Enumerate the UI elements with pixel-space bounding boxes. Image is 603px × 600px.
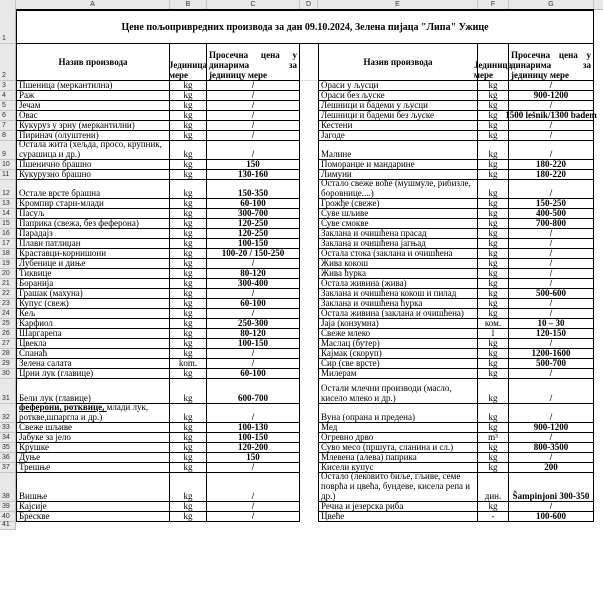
price-left[interactable]: / [207,91,300,101]
price-left[interactable]: 600-700 [207,379,300,404]
row-header-7[interactable]: 7 [0,121,16,131]
price-right[interactable]: / [509,101,594,111]
price-left[interactable]: 60-100 [207,369,300,379]
unit-right[interactable]: kg [478,453,509,463]
price-left[interactable]: 150 [207,160,300,170]
product-name-right[interactable]: Грожђе (свеже) [318,199,478,209]
product-name-left[interactable]: Пшенично брашно [16,160,170,170]
unit-left[interactable]: kg [170,121,207,131]
price-right[interactable]: / [509,81,594,91]
price-right[interactable]: / [509,131,594,141]
product-name-right[interactable]: Маслац (бутер) [318,339,478,349]
header-left-unit[interactable]: Јединица мере [170,44,207,81]
unit-right[interactable]: kg [478,239,509,249]
unit-right[interactable]: kg [478,101,509,111]
unit-right[interactable]: kg [478,160,509,170]
row-header-1[interactable]: 1 [0,9,16,44]
unit-right[interactable]: kg [478,249,509,259]
price-right[interactable]: / [509,279,594,289]
product-name-left[interactable]: Свеже шљиве [16,423,170,433]
product-name-left[interactable]: Кукуруз у зрну (меркантилни) [16,121,170,131]
price-left[interactable]: 80-120 [207,329,300,339]
product-name-right[interactable]: Жива кокош [318,259,478,269]
price-left[interactable]: 100-20 / 150-250 [207,249,300,259]
price-right[interactable]: / [509,309,594,319]
unit-left[interactable]: kg [170,141,207,160]
row-header-34[interactable]: 34 [0,433,16,443]
product-name-right[interactable]: Млевена (алева) паприка [318,453,478,463]
product-name-right[interactable]: Остала живина (заклана и очишћена) [318,309,478,319]
product-name-left[interactable]: Вишње [16,473,170,502]
price-left[interactable]: 60-100 [207,199,300,209]
price-right[interactable]: 900-1200 [509,91,594,101]
price-right[interactable]: / [509,453,594,463]
column-header-a[interactable]: A [16,0,170,9]
price-left[interactable]: / [207,131,300,141]
product-name-right[interactable]: Кестени [318,121,478,131]
column-header-d[interactable]: D [300,0,318,9]
sheet-title[interactable]: Цене пољопривредних производа за дан 09.10.2024, Зелена пијаца "Липа" Ужице [16,9,594,44]
row-header-22[interactable]: 22 [0,289,16,299]
column-header-b[interactable]: B [170,0,207,9]
product-name-left[interactable]: Кукурузно брашно [16,170,170,180]
unit-left[interactable]: kg [170,91,207,101]
row-header-2[interactable]: 2 [0,44,16,81]
price-left[interactable]: 100-130 [207,423,300,433]
price-right[interactable]: / [509,269,594,279]
product-name-right[interactable]: Лимуни [318,170,478,180]
row-header-23[interactable]: 23 [0,299,16,309]
row-header-12[interactable]: 12 [0,180,16,199]
product-name-right[interactable]: Кајмак (скоруп) [318,349,478,359]
row-header-16[interactable]: 16 [0,229,16,239]
product-name-left[interactable]: Боранија [16,279,170,289]
spacer-column-d [300,44,318,81]
unit-right[interactable]: дин. [478,473,509,502]
price-left[interactable]: 120-250 [207,229,300,239]
row-header-19[interactable]: 19 [0,259,16,269]
row-header-24[interactable]: 24 [0,309,16,319]
product-name-right[interactable]: Огревно дрво [318,433,478,443]
unit-right[interactable]: kg [478,349,509,359]
price-right[interactable]: 200 [509,463,594,473]
product-name-right[interactable]: Свеже млеко [318,329,478,339]
price-right[interactable]: / [509,141,594,160]
price-left[interactable]: 300-700 [207,209,300,219]
price-left[interactable]: / [207,404,300,423]
unit-left[interactable]: kg [170,369,207,379]
row-header-15[interactable]: 15 [0,219,16,229]
product-name-right[interactable]: Поморанџе и мандарине [318,160,478,170]
row-header-10[interactable]: 10 [0,160,16,170]
product-name-left[interactable]: Парадајз [16,229,170,239]
product-name-right[interactable]: Кисели купус [318,463,478,473]
unit-right[interactable]: kg [478,111,509,121]
row-header-8[interactable]: 8 [0,131,16,141]
unit-left[interactable]: kg [170,289,207,299]
unit-right[interactable]: kg [478,359,509,369]
product-name-right[interactable]: Малине [318,141,478,160]
row-header-38[interactable]: 38 [0,473,16,502]
row-header-31[interactable]: 31 [0,379,16,404]
row-header-17[interactable]: 17 [0,239,16,249]
row-header-21[interactable]: 21 [0,279,16,289]
header-right-unit[interactable]: Јединица мере [478,44,509,81]
product-name-right[interactable]: Заклана и очишћена прасад [318,229,478,239]
row-header-30[interactable]: 30 [0,369,16,379]
price-right[interactable]: / [509,379,594,404]
price-right[interactable]: 500-600 [509,289,594,299]
row-header-26[interactable]: 26 [0,329,16,339]
price-left[interactable]: / [207,349,300,359]
unit-left[interactable]: kg [170,269,207,279]
unit-right[interactable]: kg [478,369,509,379]
unit-left[interactable]: kg [170,219,207,229]
unit-right[interactable]: kg [478,269,509,279]
unit-left[interactable]: kg [170,473,207,502]
price-left[interactable]: 80-120 [207,269,300,279]
product-name-left[interactable]: Дуње [16,453,170,463]
row-header-18[interactable]: 18 [0,249,16,259]
product-name-left[interactable]: Трешње [16,463,170,473]
unit-right[interactable]: kg [478,279,509,289]
unit-left[interactable]: kg [170,101,207,111]
product-name-left[interactable]: Карфиол [16,319,170,329]
unit-left[interactable]: kg [170,463,207,473]
product-name-left[interactable]: Кајсије [16,502,170,512]
row-header-3[interactable]: 3 [0,81,16,91]
unit-right[interactable]: kg [478,141,509,160]
price-left[interactable]: / [207,111,300,121]
product-name-left[interactable]: Пшеница (меркантилна) [16,81,170,91]
unit-left[interactable]: kg [170,443,207,453]
unit-right[interactable]: kg [478,131,509,141]
price-right[interactable]: 180-220 [509,160,594,170]
product-name-right[interactable]: Сир (све врсте) [318,359,478,369]
price-right[interactable]: / [509,502,594,512]
product-name-right[interactable]: Мед [318,423,478,433]
price-right[interactable]: / [509,249,594,259]
price-left[interactable]: 100-150 [207,433,300,443]
row-header-13[interactable]: 13 [0,199,16,209]
product-name-left[interactable]: Паприка (свежа, без феферона) [16,219,170,229]
row-header-36[interactable]: 36 [0,453,16,463]
row-header-28[interactable]: 28 [0,349,16,359]
price-right[interactable]: / [509,259,594,269]
product-name-right[interactable]: Лешници и бадеми у љусци [318,101,478,111]
product-name-left[interactable]: Тиквице [16,269,170,279]
price-right[interactable]: / [509,121,594,131]
product-name-left[interactable]: Брескве [16,512,170,522]
product-name-left[interactable]: Зелена салата [16,359,170,369]
product-name-right[interactable]: Речна и језерска риба [318,502,478,512]
price-right[interactable]: 150-250 [509,199,594,209]
unit-right[interactable]: kg [478,379,509,404]
row-header-9[interactable]: 9 [0,141,16,160]
unit-right[interactable]: kg [478,199,509,209]
product-name-left[interactable]: Остале врсте брашна [16,180,170,199]
product-name-left[interactable]: Купус (свеж) [16,299,170,309]
price-left[interactable]: / [207,502,300,512]
product-name-emphasis: феферони, ротквице, [19,402,107,412]
unit-left[interactable]: kg [170,229,207,239]
product-name-left[interactable]: Црни лук (главице) [16,369,170,379]
price-right[interactable]: 400-500 [509,209,594,219]
product-name-left[interactable]: Лубенице и диње [16,259,170,269]
product-name-right[interactable]: Заклана и очишћена јагњад [318,239,478,249]
product-name-right[interactable]: Остала стока (заклана и очишћена [318,249,478,259]
unit-left[interactable]: kg [170,81,207,91]
product-name-right[interactable]: Жива ћурка [318,269,478,279]
price-left[interactable]: 130-160 [207,170,300,180]
price-right[interactable]: 900-1200 [509,423,594,433]
product-name-left[interactable]: Јечам [16,101,170,111]
unit-left[interactable]: kg [170,433,207,443]
unit-left[interactable]: kg [170,239,207,249]
product-name-right[interactable]: Остало (лековито биље, гљиве, семе поврћа и цвећа, бундеве, кисела репа и др.) [318,473,478,502]
price-left[interactable]: 100-150 [207,239,300,249]
unit-right[interactable]: kg [478,463,509,473]
unit-right[interactable]: kg [478,289,509,299]
price-left[interactable]: 300-400 [207,279,300,289]
price-right[interactable]: 180-220 [509,170,594,180]
row-header-29[interactable]: 29 [0,359,16,369]
product-name-right[interactable]: Суве шљиве [318,209,478,219]
unit-left[interactable]: kg [170,319,207,329]
product-name-rest: млади лук, ротквe,шпаргла и др.) [19,402,149,422]
row-header-37[interactable]: 37 [0,463,16,473]
row-header-32[interactable]: 32 [0,404,16,423]
unit-right[interactable]: kg [478,404,509,423]
product-name-right[interactable]: Ораси без љуске [318,91,478,101]
unit-right[interactable]: kg [478,502,509,512]
unit-left[interactable]: kg [170,259,207,269]
unit-left[interactable]: kg [170,512,207,522]
price-right[interactable]: 10 – 30 [509,319,594,329]
price-right[interactable]: 120-150 [509,329,594,339]
product-name-right[interactable]: Ораси у љусци [318,81,478,91]
price-left[interactable]: / [207,121,300,131]
product-name-left[interactable]: Раж [16,91,170,101]
price-left[interactable]: / [207,81,300,91]
unit-right[interactable]: kg [478,170,509,180]
row-header-40[interactable]: 40 [0,512,16,522]
price-left[interactable]: 120-250 [207,219,300,229]
unit-right[interactable]: kg [478,209,509,219]
product-name-left[interactable]: Цвекла [16,339,170,349]
price-left[interactable]: 60-100 [207,299,300,309]
price-right[interactable]: / [509,433,594,443]
unit-left[interactable]: kg [170,349,207,359]
row-header-35[interactable]: 35 [0,443,16,453]
price-right[interactable]: / [509,369,594,379]
product-name-left[interactable] [16,404,170,423]
product-name-right[interactable]: Вуна (опрана и предена) [318,404,478,423]
product-name-left[interactable]: Крушке [16,443,170,453]
unit-left[interactable]: kg [170,170,207,180]
product-name-right[interactable]: Заклана и очишћена ћурка [318,299,478,309]
product-name-right[interactable]: Јаја (конзумна) [318,319,478,329]
row-header-11[interactable]: 11 [0,170,16,180]
price-right[interactable]: 100-600 [509,512,594,522]
unit-left[interactable]: kg [170,329,207,339]
row-header-39[interactable]: 39 [0,502,16,512]
price-right[interactable]: / [509,299,594,309]
price-left[interactable]: 150 [207,453,300,463]
row-header-27[interactable]: 27 [0,339,16,349]
price-left[interactable]: / [207,101,300,111]
product-name-left[interactable]: Пасуљ [16,209,170,219]
unit-right[interactable]: kg [478,309,509,319]
product-name-left[interactable]: Шаргарепа [16,329,170,339]
unit-left[interactable]: kg [170,111,207,121]
unit-left[interactable]: kg [170,339,207,349]
product-name-right[interactable]: Суво месо (пршута, сланина и сл.) [318,443,478,453]
header-right-name[interactable]: Назив производа [318,44,478,81]
product-name-left[interactable]: Остала жита (хељда, просо, крупник, сурашица и др.) [16,141,170,160]
price-right[interactable]: / [509,404,594,423]
unit-left[interactable]: kg [170,249,207,259]
product-name-left[interactable]: Кромпир стари-млади [16,199,170,209]
unit-right[interactable]: l [478,329,509,339]
price-right[interactable]: 500-700 [509,359,594,369]
price-left[interactable]: / [207,259,300,269]
header-right-price[interactable]: Просечна цена у динарима за јединицу мере [509,44,594,81]
unit-right[interactable]: kg [478,299,509,309]
unit-left[interactable]: kg [170,379,207,404]
unit-right[interactable]: kg [478,229,509,239]
price-left[interactable]: / [207,289,300,299]
unit-right[interactable]: kg [478,259,509,269]
unit-right[interactable]: kg [478,443,509,453]
product-name-right[interactable]: Остали млечни производи (масло, кисело млеко и др.) [318,379,478,404]
price-right[interactable]: 1200-1600 [509,349,594,359]
product-name-right[interactable]: Остала живина (жива) [318,279,478,289]
row-header-25[interactable]: 25 [0,319,16,329]
price-left[interactable]: / [207,141,300,160]
product-name-left[interactable]: Грашак (махуна) [16,289,170,299]
product-name-left[interactable]: Пиринач (олуштени) [16,131,170,141]
unit-right[interactable]: - [478,512,509,522]
product-name-left[interactable]: Плави патлиџан [16,239,170,249]
product-name-left[interactable]: Јабуке за јело [16,433,170,443]
price-left[interactable]: / [207,463,300,473]
unit-left[interactable]: kg [170,309,207,319]
price-left[interactable]: 250-300 [207,319,300,329]
unit-left[interactable]: kom. [170,359,207,369]
product-name-right[interactable]: Цвеће [318,512,478,522]
unit-left[interactable]: kg [170,423,207,433]
row-header-5[interactable]: 5 [0,101,16,111]
unit-right[interactable]: ком. [478,319,509,329]
price-right[interactable]: / [509,180,594,199]
product-name-right[interactable]: Суве смокве [318,219,478,229]
unit-left[interactable]: kg [170,279,207,289]
price-right[interactable]: / [509,339,594,349]
unit-right[interactable]: m³ [478,433,509,443]
unit-left[interactable]: kg [170,160,207,170]
unit-right[interactable]: kg [478,91,509,101]
unit-left[interactable]: kg [170,209,207,219]
column-header-e[interactable]: E [318,0,478,9]
product-name-left[interactable]: Краставци-корнишони [16,249,170,259]
unit-left[interactable]: kg [170,453,207,463]
price-left[interactable]: / [207,309,300,319]
row-header-41[interactable]: 41 [0,522,16,530]
price-left[interactable]: / [207,473,300,502]
product-name-right[interactable]: Јагоде [318,131,478,141]
product-name-right[interactable]: Милерам [318,369,478,379]
column-header-g[interactable]: G [509,0,594,9]
unit-left[interactable]: kg [170,199,207,209]
price-right[interactable]: / [509,229,594,239]
column-header-f[interactable]: F [478,0,509,9]
unit-left[interactable]: kg [170,131,207,141]
header-left-price[interactable]: Просечна цена у динарима за јединицу мере [207,44,300,81]
product-name-left[interactable]: Бели лук (главице) [16,379,170,404]
unit-right[interactable]: kg [478,423,509,433]
unit-right[interactable]: kg [478,81,509,91]
product-name-right[interactable]: Остало свеже воће (мушмуле, рибизле, боровнице....) [318,180,478,199]
price-right[interactable]: 800-3500 [509,443,594,453]
unit-right[interactable]: kg [478,180,509,199]
row-header-20[interactable]: 20 [0,269,16,279]
price-right[interactable]: 1500 lešnik/1300 badem [505,110,597,120]
row-header-33[interactable]: 33 [0,423,16,433]
product-name-right[interactable]: Заклана и очишћена кокош и пилад [318,289,478,299]
price-right[interactable]: / [509,239,594,249]
row-header-4[interactable]: 4 [0,91,16,101]
price-left[interactable]: 100-150 [207,339,300,349]
column-header-c[interactable]: C [207,0,300,9]
price-left[interactable]: / [207,359,300,369]
row-header-14[interactable]: 14 [0,209,16,219]
product-name-right[interactable]: Лешници и бадеми без љуске [318,111,478,121]
unit-left[interactable]: kg [170,404,207,423]
price-right[interactable]: Šampinjoni 300-350 [509,473,594,502]
product-name-left[interactable]: Спанаћ [16,349,170,359]
product-name-left[interactable]: Кељ [16,309,170,319]
row-header-6[interactable]: 6 [0,111,16,121]
price-left[interactable]: 150-350 [207,180,300,199]
select-all-corner[interactable] [0,0,16,9]
header-left-name[interactable]: Назив производа [16,44,170,81]
unit-right[interactable]: kg [478,121,509,131]
price-left[interactable]: / [207,512,300,522]
unit-left[interactable]: kg [170,299,207,309]
unit-right[interactable]: kg [478,219,509,229]
product-name-left[interactable]: Овас [16,111,170,121]
unit-left[interactable]: kg [170,180,207,199]
unit-left[interactable]: kg [170,502,207,512]
price-left[interactable]: 120-200 [207,443,300,453]
price-right[interactable]: 700-800 [509,219,594,229]
unit-right[interactable]: kg [478,339,509,349]
